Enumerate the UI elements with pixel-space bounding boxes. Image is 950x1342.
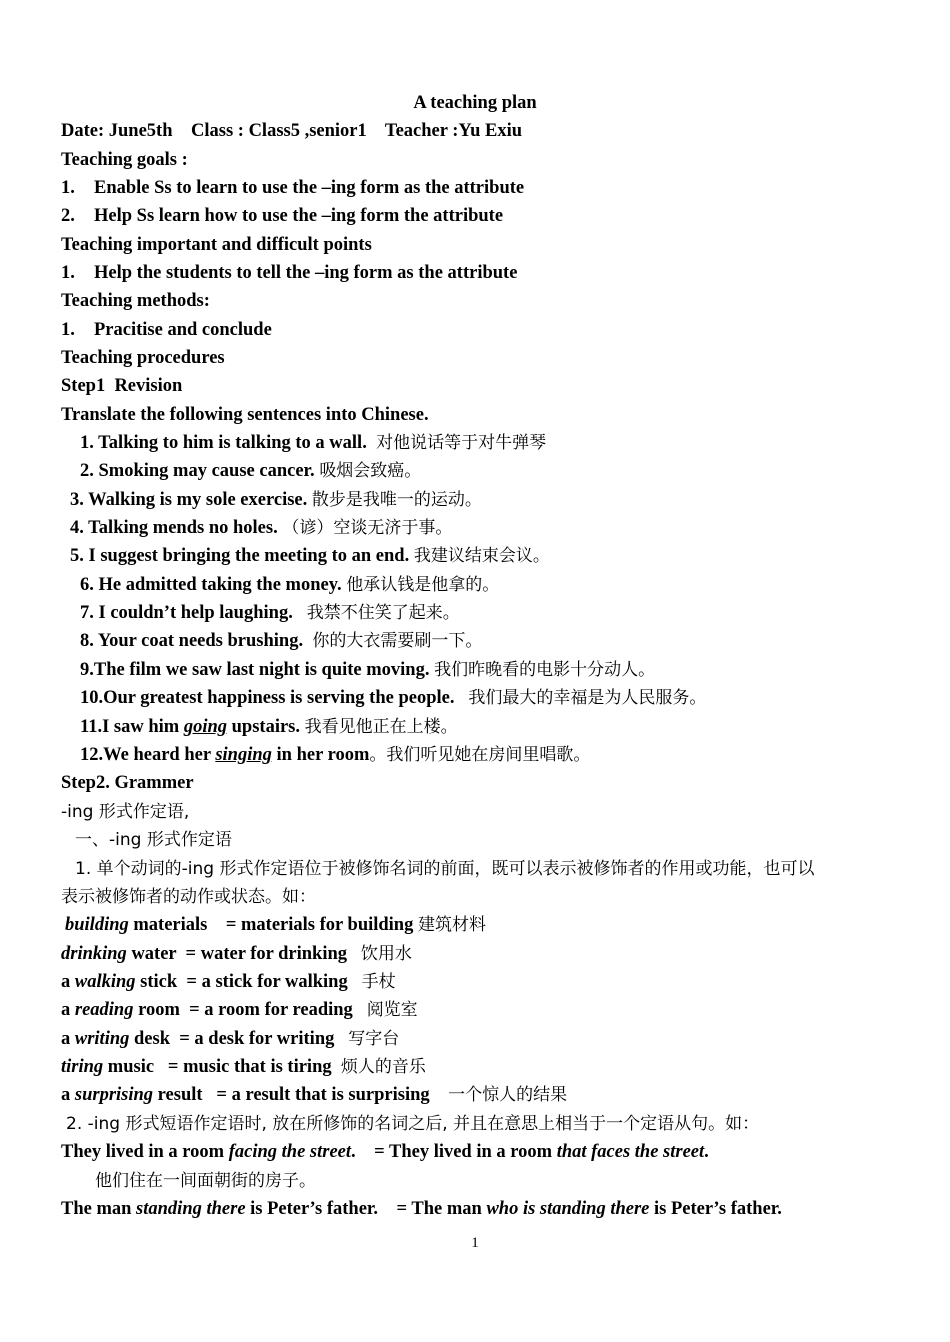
header-line: Date: June5th Class : Class5 ,senior1 Teacher :Yu Exiu bbox=[61, 121, 523, 141]
sentence-item: 8. Your coat needs brushing. 你的大衣需要刷一下。 bbox=[80, 631, 483, 651]
sentence-item: 1. Talking to him is talking to a wall. 对他说话等于对牛弹琴 bbox=[80, 433, 547, 453]
step2-heading: Step2. Grammer bbox=[61, 773, 194, 793]
goal-item: 2. Help Ss learn how to use the –ing form the attribute bbox=[61, 206, 504, 226]
sentence-item: 4. Talking mends no holes. （谚）空谈无济于事。 bbox=[70, 518, 453, 538]
document-title: A teaching plan bbox=[413, 93, 537, 113]
example-item: drinking water = water for drinking 饮用水 bbox=[61, 944, 412, 964]
example-sentence-1: They lived in a room facing the street. = They lived in a room that faces the street. bbox=[61, 1142, 709, 1162]
methods-heading: Teaching methods: bbox=[61, 291, 210, 311]
section-title: 一、-ing 形式作定语 bbox=[75, 830, 232, 850]
example-item: a walking stick = a stick for walking 手杖 bbox=[61, 972, 396, 992]
sentence-item: 10.Our greatest happiness is serving the people. 我们最大的幸福是为人民服务。 bbox=[80, 688, 707, 708]
page-number: 1 bbox=[471, 1235, 479, 1251]
example-sentence-2: The man standing there is Peter’s father. = The man who is standing there is Peter’s father. bbox=[61, 1199, 782, 1219]
goals-heading: Teaching goals : bbox=[61, 150, 188, 170]
sentence-item: 9.The film we saw last night is quite moving. 我们昨晚看的电影十分动人。 bbox=[80, 660, 656, 680]
example-sentence-1-zh: 他们住在一间面朝街的房子。 bbox=[95, 1171, 316, 1191]
sentence-item: 5. I suggest bringing the meeting to an end. 我建议结束会议。 bbox=[70, 546, 550, 566]
points-heading: Teaching important and difficult points bbox=[61, 235, 372, 255]
rule2: 2. -ing 形式短语作定语时, 放在所修饰的名词之后, 并且在意思上相当于一个定语从句。如： bbox=[66, 1114, 760, 1134]
example-item: building materials = materials for building 建筑材料 bbox=[65, 915, 486, 935]
step1-instruction: Translate the following sentences into Chinese. bbox=[61, 405, 429, 425]
example-item: a surprising result = a result that is surprising 一个惊人的结果 bbox=[61, 1085, 568, 1105]
example-item: a writing desk = a desk for writing 写字台 bbox=[61, 1029, 400, 1049]
method-item: 1. Pracitise and conclude bbox=[61, 320, 272, 340]
example-item: tiring music = music that is tiring 烦人的音乐 bbox=[61, 1057, 426, 1077]
rule1-line2: 表示被修饰者的动作或状态。如： bbox=[61, 887, 316, 907]
sentence-item: 2. Smoking may cause cancer. 吸烟会致癌。 bbox=[80, 461, 422, 481]
sentence-item: 12.We heard her singing in her room。我们听见她在房间里唱歌。 bbox=[80, 745, 591, 765]
goal-item: 1. Enable Ss to learn to use the –ing form as the attribute bbox=[61, 178, 525, 198]
step2-subtitle: -ing 形式作定语, bbox=[61, 802, 190, 822]
example-item: a reading room = a room for reading 阅览室 bbox=[61, 1000, 418, 1020]
sentence-item: 6. He admitted taking the money. 他承认钱是他拿的。 bbox=[80, 575, 500, 595]
point-item: 1. Help the students to tell the –ing form as the attribute bbox=[61, 263, 518, 283]
procedures-heading: Teaching procedures bbox=[61, 348, 225, 368]
sentence-item: 3. Walking is my sole exercise. 散步是我唯一的运动。 bbox=[70, 490, 482, 510]
step1-heading: Step1 Revision bbox=[61, 376, 183, 396]
rule1-line1: 1. 单个动词的-ing 形式作定语位于被修饰名词的前面，既可以表示被修饰者的作用或功能，也可以 bbox=[75, 859, 815, 879]
sentence-item: 11.I saw him going upstairs. 我看见他正在上楼。 bbox=[80, 717, 458, 737]
sentence-item: 7. I couldn’t help laughing. 我禁不住笑了起来。 bbox=[80, 603, 460, 623]
